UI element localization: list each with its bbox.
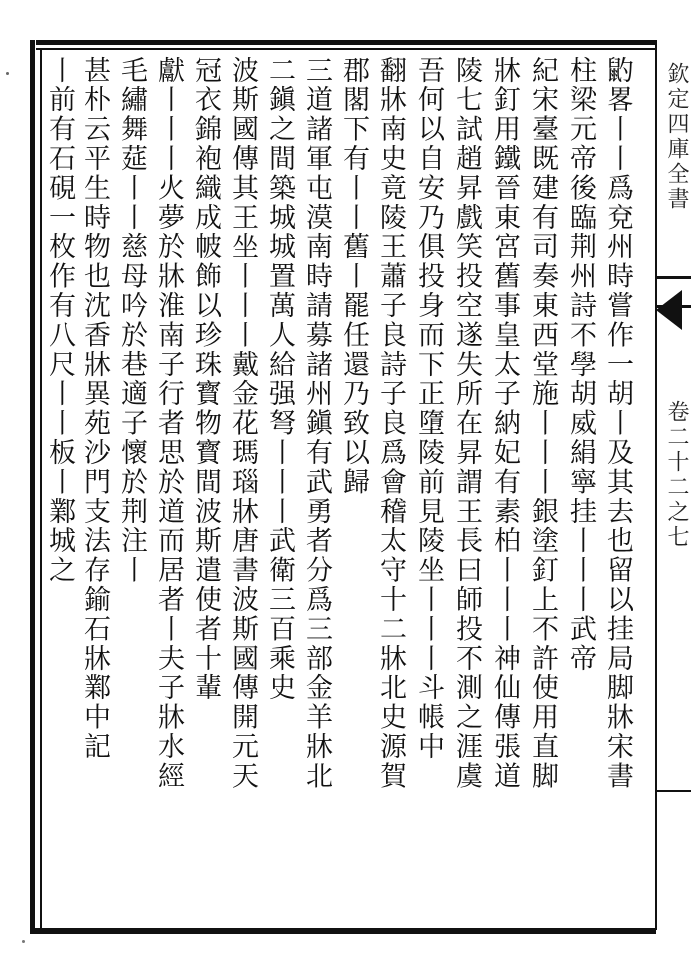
text-column-16: 丨前有石硯一枚作有八尺丨丨板丨鄴城之 bbox=[44, 56, 75, 586]
bottom-border bbox=[30, 928, 656, 934]
top-border bbox=[36, 40, 656, 45]
left-border bbox=[30, 40, 35, 934]
text-column-10: 二鎭之間築城城置萬人給强弩丨丨丨武衛三百乘史 bbox=[264, 56, 295, 703]
ink-speck bbox=[22, 940, 25, 943]
text-column-2: 柱梁元帝後臨荆州詩不學胡威絹寧挂丨丨丨武帝 bbox=[565, 56, 596, 674]
text-column-11: 波斯國傳其王坐丨丨丨戴金花瑪瑙牀唐書波斯國傳開元天 bbox=[227, 56, 258, 791]
text-column-14: 毛繡舞莚丨丨慈母吟於巷適子懷於荆注丨 bbox=[116, 56, 147, 586]
book-title: 欽定四庫全書 bbox=[664, 62, 689, 212]
fold-rule-bottom bbox=[657, 790, 691, 792]
left-border-inner bbox=[40, 48, 42, 928]
text-column-8: 郡閣下有丨丨舊丨罷任還乃致以歸 bbox=[338, 56, 369, 497]
top-border-inner bbox=[36, 48, 656, 50]
fold-rule-upper bbox=[657, 276, 691, 279]
text-column-7: 翻牀南史竟陵王蕭子良詩子良爲會稽太守十二牀北史源賀 bbox=[375, 56, 406, 791]
fold-border bbox=[655, 40, 657, 930]
text-column-5: 陵七試趙昇戲笑投空遂失所在昇謂王長曰師投不測之涯虞 bbox=[451, 56, 482, 791]
text-column-4: 牀釘用鐵晉東宮舊事皇太子納妃有素柏丨丨丨神仙傳張道 bbox=[489, 56, 520, 791]
fishtail-mark bbox=[656, 290, 682, 330]
volume-label: 卷二十二之七 bbox=[664, 400, 689, 550]
text-column-9: 三道諸軍屯漠南時請募諸州鎭有武勇者分爲三部金羊牀北 bbox=[301, 56, 332, 791]
text-column-13: 獻丨丨丨火夢於牀淮南子行者思於道而居者丨夫子牀水經 bbox=[153, 56, 184, 791]
text-column-12: 冠衣錦袍織成帔飾以珍珠寳物寳間波斯遣使者十輩 bbox=[190, 56, 221, 703]
text-column-3: 紀宋臺既建有司奏東西堂施丨丨丨銀塗釘上不許使用直脚 bbox=[527, 56, 558, 791]
text-column-6: 吾何以自安乃俱投身而下正墮陵前見陵坐丨丨丨斗帳中 bbox=[413, 56, 444, 762]
text-column-1: 䶂畧丨丨爲兗州時嘗作一胡丨及其去也留以挂局脚牀宋書 bbox=[602, 56, 633, 791]
ink-speck bbox=[6, 72, 9, 75]
text-column-15: 甚朴云平生時物也沈香牀異苑沙門支法存鍮石牀鄴中記 bbox=[79, 56, 110, 762]
